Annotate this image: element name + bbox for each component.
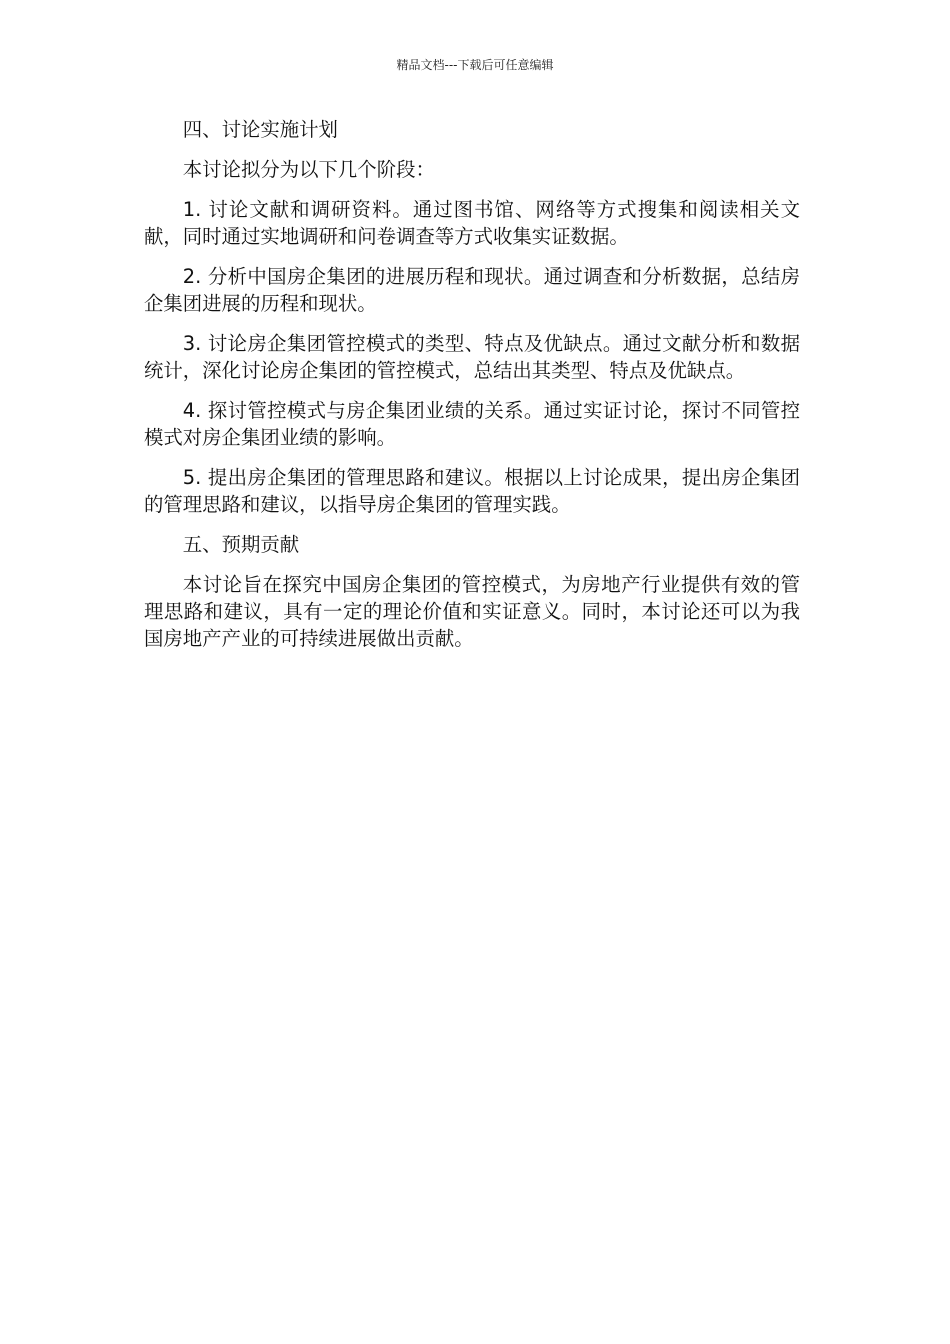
document-body <box>144 116 800 665</box>
section-heading-contribution: 五、预期贡献 <box>182 533 300 556</box>
paragraph-step-2: 2. 分析中国房企集团的进展历程和现状。通过调查和分析数据，总结房企集团进展的历程和现状。 <box>144 265 800 315</box>
paragraph-intro: 本讨论拟分为以下几个阶段： <box>182 158 435 181</box>
paragraph-step-5: 5. 提出房企集团的管理思路和建议。根据以上讨论成果，提出房企集团的管理思路和建议，以指导房企集团的管理实践。 <box>144 466 800 516</box>
paragraph-step-3: 3. 讨论房企集团管控模式的类型、特点及优缺点。通过文献分析和数据统计，深化讨论房企集团的管控模式，总结出其类型、特点及优缺点。 <box>144 332 800 382</box>
paragraph-step-1: 1. 讨论文献和调研资料。通过图书馆、网络等方式搜集和阅读相关文献，同时通过实地调研和问卷调查等方式收集实证数据。 <box>144 198 800 248</box>
paragraph-contribution: 本讨论旨在探究中国房企集团的管控模式，为房地产行业提供有效的管理思路和建议，具有一定的理论价值和实证意义。同时，本讨论还可以为我国房地产产业的可持续进展做出贡献。 <box>144 573 800 650</box>
page-header: 精品文档---下载后可任意编辑 <box>396 58 554 72</box>
paragraph-step-4: 4. 探讨管控模式与房企集团业绩的关系。通过实证讨论，探讨不同管控模式对房企集团业绩的影响。 <box>144 399 800 449</box>
section-heading-plan: 四、讨论实施计划 <box>182 118 338 141</box>
